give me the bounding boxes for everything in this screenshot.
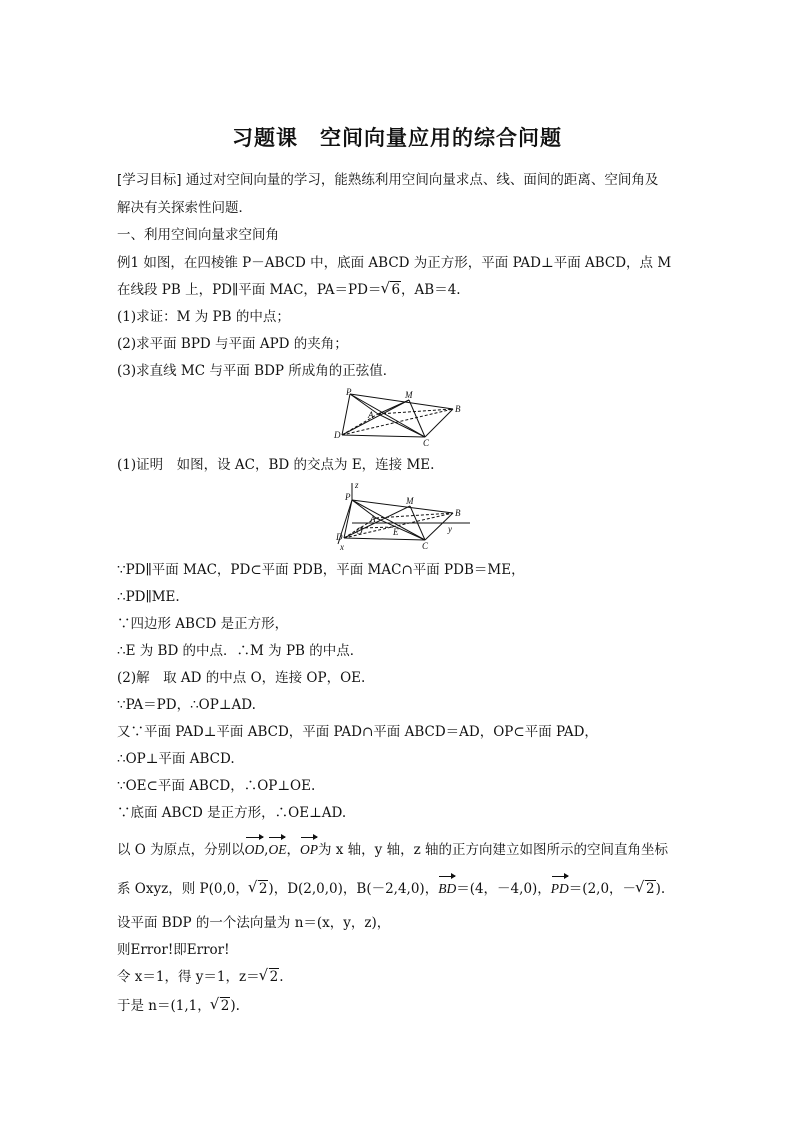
normal-text-3a: 令 x＝1，得 y＝1，z＝ <box>117 969 260 985</box>
sqrt-symbol <box>211 996 231 1016</box>
label-y: y <box>448 524 452 534</box>
normal-line-4 <box>117 996 687 1016</box>
label-a: A <box>368 410 374 420</box>
sqrt-symbol <box>636 879 656 899</box>
edge-pd <box>344 500 352 538</box>
edge-dm <box>342 400 409 435</box>
example-line-1 <box>117 253 687 273</box>
edge-dc <box>344 538 425 540</box>
sqrt-value: 6 <box>391 282 401 298</box>
objective-text: 通过对空间向量的学习，能熟练利用空间向量求点、线、面间的距离、空间角及 <box>185 172 659 188</box>
label-c: C <box>422 541 429 551</box>
coord-text-e: ＝(4，－4,0)， <box>456 881 551 897</box>
label-d: D <box>336 532 343 542</box>
coord-text-d: )，D(2,0,0)，B(－2,4,0)， <box>268 881 439 897</box>
section-heading: 一、利用空间向量求空间角 <box>117 227 279 243</box>
proof-line-4: ∴E 为 BD 的中点．∴M 为 PB 的中点． <box>117 643 364 659</box>
coord-line-1 <box>117 840 687 860</box>
label-d: D <box>334 430 341 440</box>
vector-od: OD <box>245 840 265 860</box>
proof-line-3: ∵四边形 ABCD 是正方形， <box>117 616 289 632</box>
edge-pb <box>350 394 453 409</box>
label-p: P <box>346 388 352 397</box>
objective-tag: [学习目标] <box>117 172 182 188</box>
proof-line-1: ∵PD∥平面 MAC，PD⊂平面 PDB，平面 MAC∩平面 PDB＝ME， <box>117 562 525 578</box>
label-o: O <box>356 526 363 536</box>
edge-pc <box>352 500 425 540</box>
edge-pd <box>342 394 350 435</box>
edge-dm <box>344 506 410 538</box>
proof-intro: (1)证明 如图，设 AC，BD 的交点为 E，连接 ME. <box>117 457 435 473</box>
question-3: (3)求直线 MC 与平面 BDP 所成角的正弦值． <box>117 363 397 379</box>
label-b: B <box>455 508 461 518</box>
normal-text-3b: . <box>279 969 284 985</box>
coord-text-f: ＝(2,0，－ <box>568 881 637 897</box>
coordinate-figure <box>330 480 480 552</box>
vector-bd: BD <box>438 879 456 899</box>
label-a: A <box>370 514 376 524</box>
coord-line-2 <box>117 879 687 899</box>
vector-op: OP <box>300 840 318 860</box>
objective-text-cont: 解决有关探索性问题． <box>117 200 252 216</box>
example-text: 如图，在四棱锥 P－ABCD 中，底面 ABCD 为正方形，平面 PAD⊥平面 ABCD，点 M <box>143 255 672 271</box>
sqrt-value: 2 <box>646 881 655 897</box>
proof-line-10: ∵底面 ABCD 是正方形，∴OE⊥AD. <box>117 805 347 821</box>
sqrt-value: 2 <box>220 998 230 1014</box>
coord-sep-2: ， <box>286 842 300 858</box>
example-line-2 <box>117 280 687 300</box>
proof-line-5: (2)解 取 AD 的中点 O，连接 OP，OE. <box>117 670 366 686</box>
edge-db-dashed <box>342 409 453 435</box>
page-title: 习题课 空间向量应用的综合问题 <box>232 126 562 150</box>
proof-line-9: ∵OE⊂平面 ABCD，∴OP⊥OE. <box>117 778 316 794</box>
label-b: B <box>455 404 461 414</box>
question-1: (1)求证：M 为 PB 的中点； <box>117 309 290 325</box>
learning-objective <box>117 170 687 190</box>
sqrt-value: 2 <box>269 969 279 985</box>
pyramid-figure <box>330 388 470 450</box>
vector-oe: OE <box>268 840 286 860</box>
proof-line-7: 又∵平面 PAD⊥平面 ABCD，平面 PAD∩平面 ABCD＝AD，OP⊂平面 PAD， <box>117 724 598 740</box>
coord-text-g: ). <box>655 881 666 897</box>
normal-line-1: 设平面 BDP 的一个法向量为 n＝(x，y，z)， <box>117 915 391 931</box>
example-text-2a: 在线段 PB 上，PD∥平面 MAC，PA＝PD＝ <box>117 282 382 298</box>
edge-dc <box>342 435 425 437</box>
label-e: E <box>393 527 399 537</box>
coord-text-b: 为 x 轴，y 轴，z 轴的正方向建立如图所示的空间直角坐标 <box>317 842 668 858</box>
label-z: z <box>355 480 359 490</box>
normal-text-4b: ). <box>230 998 240 1014</box>
label-c: C <box>423 438 430 448</box>
coord-text-a: 以 O 为原点，分别以 <box>117 842 245 858</box>
normal-text-4a: 于是 n＝(1,1， <box>117 998 211 1014</box>
normal-line-2: 则Error!即Error! <box>117 942 230 958</box>
coord-sep-1: , <box>264 842 269 858</box>
label-m: M <box>405 390 413 400</box>
label-p: P <box>345 492 351 502</box>
coord-text-c: 系 Oxyz，则 P(0,0， <box>117 881 249 897</box>
label-m: M <box>406 496 414 506</box>
sqrt-value: 2 <box>258 881 268 897</box>
sqrt-symbol <box>381 280 401 300</box>
normal-line-3 <box>117 967 687 987</box>
sqrt-symbol <box>249 879 269 899</box>
proof-line-8: ∴OP⊥平面 ABCD. <box>117 751 235 767</box>
sqrt-symbol <box>260 967 280 987</box>
edge-cb <box>425 409 453 437</box>
label-x: x <box>340 542 344 552</box>
proof-line-2: ∴PD∥ME. <box>117 589 180 605</box>
example-label: 例1 <box>117 255 140 271</box>
edge-pc <box>350 394 425 437</box>
vector-pd: PD <box>551 879 569 899</box>
proof-line-6: ∵PA＝PD，∴OP⊥AD. <box>117 697 256 713</box>
question-2: (2)求平面 BPD 与平面 APD 的夹角； <box>117 336 348 352</box>
example-text-2b: ，AB＝4. <box>401 282 461 298</box>
